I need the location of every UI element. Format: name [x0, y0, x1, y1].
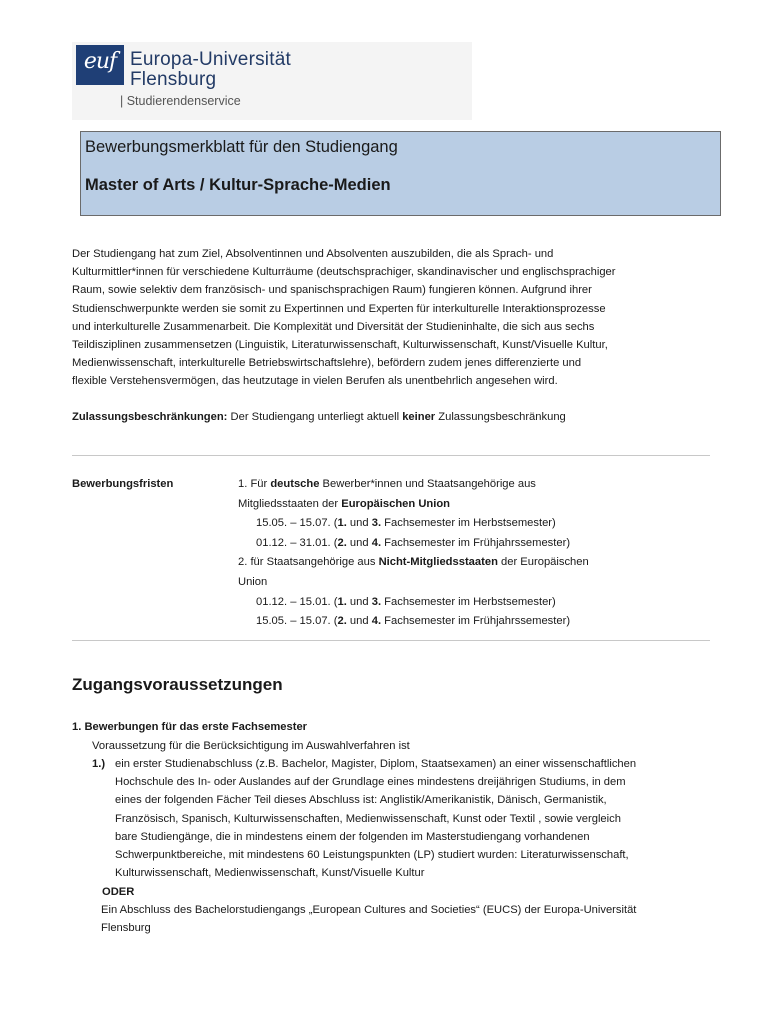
deadline-row: 01.12. – 31.01. (2. und 4. Fachsemester im Frühjahrssemester): [256, 536, 571, 549]
admission-restriction: [72, 408, 722, 426]
intro-line: Raum, sowie selektiv dem französisch- und spanischsprachigen Raum) fungieren können. Aufgrund ihrer: [72, 284, 592, 297]
title-box: [80, 131, 721, 216]
deadline-group-non-eu: 2. für Staatsangehörige aus Nicht-Mitgliedsstaaten der Europäischen: [238, 556, 589, 569]
deadline-group-eu: 1. Für deutsche Bewerber*innen und Staatsangehörige aus: [238, 478, 536, 490]
program-title: Master of Arts / Kultur-Sprache-Medien: [85, 176, 391, 194]
intro-line: Medienwissenschaft, interkulturelle Betriebswirtschaftslehre), befördern zudem jenes differenzierte und: [72, 357, 582, 370]
sub-item-text: [115, 755, 735, 882]
sub-item-line: Französisch, Spanisch, Kulturwissenschaften, Medienwissenschaft, Kunst oder Textil , sowie vergleich: [115, 812, 621, 825]
logo-name-line2: Flensburg: [130, 69, 217, 90]
sub-item-line: bare Studiengänge, die in mindestens einem der folgenden im Masterstudiengang vorhandenen: [115, 830, 590, 843]
item1-intro: Voraussetzung für die Berücksichtigung im Auswahlverfahren ist: [92, 740, 410, 752]
intro-line: Studienschwerpunkte werden sie somit zu Expertinnen und Experten für interkulturelle Interaktionsprozesse: [72, 302, 606, 315]
divider: [72, 640, 710, 641]
logo-name-line1: Europa-Universität: [130, 49, 291, 70]
divider: [72, 455, 710, 456]
deadline-group-non-eu-cont: Union: [238, 575, 268, 588]
deadlines-content: [238, 475, 718, 632]
university-logo: [72, 42, 472, 120]
logo-mark: euf: [76, 45, 124, 85]
logo-department: | Studierendenservice: [120, 94, 241, 108]
alternative-degree: [101, 901, 731, 937]
deadlines-label: Bewerbungsfristen: [72, 478, 174, 490]
intro-line: flexible Verstehensvermögen, das heutzutage in vielen Berufen als unentbehrlich angesehen wird.: [72, 375, 558, 388]
deadline-row: 15.05. – 15.07. (1. und 3. Fachsemester im Herbstsemester): [256, 517, 556, 530]
document-title: Bewerbungsmerkblatt für den Studiengang: [85, 138, 398, 156]
item1-heading: 1. Bewerbungen für das erste Fachsemester: [72, 721, 308, 733]
sub-item-line: Hochschule des In- oder Auslandes auf der Grundlage eines mindestens dreijährigen Studiums, in dem: [115, 776, 626, 789]
sub-item-line: eines der folgenden Fächer Teil dieses Abschluss ist: Anglistik/Amerikanistik, Dänisch, Germanistik,: [115, 794, 607, 807]
oder-label: ODER: [102, 886, 135, 898]
alt-line: Flensburg: [101, 922, 151, 935]
deadline-row: 15.05. – 15.07. (2. und 4. Fachsemester im Frühjahrssemester): [256, 615, 571, 628]
sub-item-line: ein erster Studienabschluss (z.B. Bachelor, Magister, Diplom, Staatsexamen) an einer wissenschaftlichen: [115, 758, 637, 770]
deadline-row: 01.12. – 15.01. (1. und 3. Fachsemester im Herbstsemester): [256, 595, 556, 608]
intro-line: Teildisziplinen zusammensetzen (Linguistik, Literaturwissenschaft, Kulturwissenschaft, Kunst/Visuelle Kultur,: [72, 339, 608, 352]
admission-emphasis: keiner: [402, 411, 436, 423]
intro-line: und interkulturelle Zusammenarbeit. Die Komplexität und Diversität der Studieninhalte, die sich aus sechs: [72, 320, 595, 333]
alt-line: Ein Abschluss des Bachelorstudiengangs „European Cultures and Societies“ (EUCS) der Europa-Universität: [101, 904, 637, 916]
deadline-group-eu-cont: Mitgliedsstaaten der Europäischen Union: [238, 497, 451, 510]
intro-line: Der Studiengang hat zum Ziel, Absolventinnen und Absolventen auszubilden, die als Sprach- und: [72, 248, 554, 260]
sub-item-number: 1.): [92, 758, 106, 770]
admission-text: Der Studiengang unterliegt aktuell: [227, 411, 403, 423]
admission-label: Zulassungsbeschränkungen:: [72, 411, 228, 423]
sub-item-line: Schwerpunktbereiche, mit mindestens 60 Leistungspunkten (LP) studiert wurden: Literaturwissenschaft,: [115, 849, 629, 862]
intro-paragraph: [72, 245, 722, 391]
intro-line: Kulturmittler*innen für verschiedene Kulturräume (deutschsprachiger, skandinavischer und englischsprachiger: [72, 266, 616, 279]
sub-item-line: Kulturwissenschaft, Medienwissenschaft, Kunst/Visuelle Kultur: [115, 867, 425, 880]
admission-text-end: Zulassungsbeschränkung: [435, 411, 566, 423]
section-heading: Zugangsvoraussetzungen: [72, 675, 283, 694]
